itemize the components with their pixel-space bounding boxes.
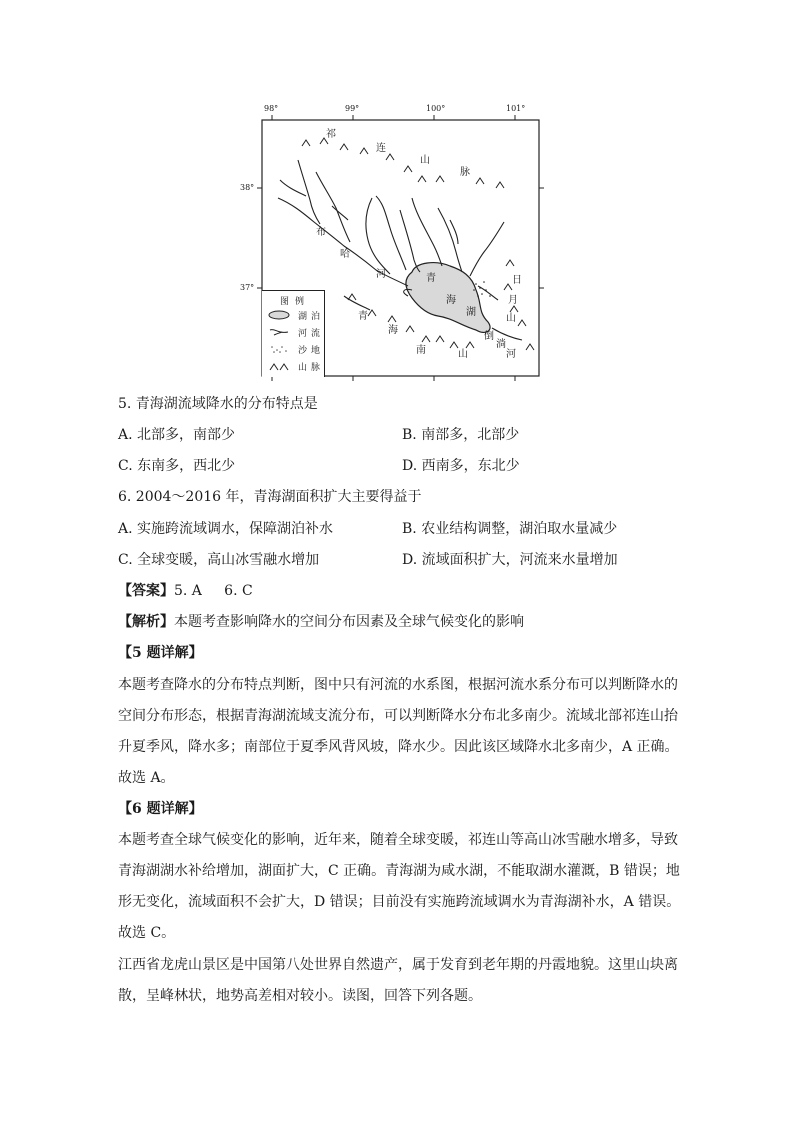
q5-option-b: B. 南部多，北部少 [402,427,520,443]
detail-6-line-1: 本题考查全球气候变化的影响，近年来，随着全球变暖，祁连山等高山冰雪融水增多，导致 [118,832,678,848]
lon-tick-99: 99° [345,104,360,113]
label-qilian-1: 祁 [326,129,336,140]
detail-6-line-3: 形无变化，流域面积不会扩大，D 错误；目前没有实施跨流域调水为青海湖补水，A 错误。 [118,894,681,910]
answer-text: 5. A 6. C [174,583,253,599]
label-daotang-3: 河 [506,349,516,360]
q6-option-d: D. 流域面积扩大，河流来水量增加 [402,552,618,568]
sand-icon [268,344,290,354]
label-lake-3: 湖 [466,307,476,318]
question-5-stem: 5. 青海湖流域降水的分布特点是 [118,396,318,412]
lon-tick-98: 98° [264,104,279,113]
label-qilian-3: 山 [420,155,430,166]
analysis-line [118,613,678,631]
detail-6-heading: 【6 题详解】 [118,801,203,817]
legend-label-mountain: 山脉 [298,363,325,373]
legend-row-mountain [262,359,324,373]
legend-title: 图例 [280,297,311,307]
q6-option-a: A. 实施跨流域调水，保障湖泊补水 [118,521,334,537]
detail-5-heading: 【5 题详解】 [118,645,203,661]
label-nanshan-2: 海 [388,325,398,336]
next-material-line-2: 散，呈峰林状，地势高差相对较小。读图，回答下列各题。 [118,988,482,1004]
qinghai-lake-map [240,100,550,385]
next-material-line-1: 江西省龙虎山景区是中国第八处世界自然遗产，属于发育到老年期的丹霞地貌。这里山块离 [118,957,678,973]
q6-option-c: C. 全球变暖，高山冰雪融水增加 [118,552,320,568]
legend-label-river: 河流 [298,329,325,339]
label-nanshan-3: 南 [416,345,426,356]
mountain-symbols [302,138,534,350]
analysis-tag: 【解析】 [118,614,174,630]
label-qilian-4: 脉 [460,167,470,178]
legend-label-lake: 湖泊 [298,312,325,322]
label-daotang-1: 倒 [484,331,494,342]
legend-row-lake [262,308,324,322]
river-icon [268,327,290,337]
q6-option-b: B. 农业结构调整，湖泊取水量减少 [402,521,618,537]
lat-tick-37: 37° [240,283,255,292]
analysis-text: 本题考查影响降水的空间分布因素及全球气候变化的影响 [174,614,524,630]
label-nanshan-4: 山 [458,349,468,360]
legend-label-sand: 沙地 [298,346,325,356]
answer-tag: 【答案】 [118,583,174,599]
detail-5-line-2: 空间分布形态，根据青海湖流域支流分布，可以判断降水分布北多南少。流域北部祁连山抬 [118,708,678,724]
label-buha-1: 布 [316,227,326,238]
q5-option-c: C. 东南多，西北少 [118,458,236,474]
label-qilian-2: 连 [376,143,386,154]
label-riyue-3: 山 [506,313,516,324]
lat-tick-38: 38° [240,183,255,192]
mountain-icon [268,361,290,371]
label-riyue-1: 日 [512,275,522,286]
q5-option-a: A. 北部多，南部少 [118,427,236,443]
label-buha-3: 河 [376,269,386,280]
answer-line [118,582,678,600]
legend-row-sand [262,342,324,356]
question-6-stem: 6. 2004～2016 年，青海湖面积扩大主要得益于 [118,489,422,505]
detail-5-line-1: 本题考查降水的分布特点判断，图中只有河流的水系图，根据河流水系分布可以判断降水的 [118,677,678,693]
map-legend [262,290,325,377]
detail-6-line-4: 故选 C。 [118,925,176,941]
label-buha-2: 哈 [340,249,350,260]
lake-icon [268,310,290,320]
lon-tick-100: 100° [426,104,446,113]
label-lake-2: 海 [446,295,456,306]
legend-row-river [262,325,324,339]
label-lake-1: 青 [426,273,436,284]
q5-option-d: D. 西南多，东北少 [402,458,520,474]
detail-5-line-3: 升夏季风，降水多；南部位于夏季风背风坡，降水少。因此该区域降水北多南少，A 正确。 [118,739,679,755]
lon-tick-101: 101° [506,104,526,113]
label-daotang-2: 淌 [496,339,506,350]
detail-5-line-4: 故选 A。 [118,770,175,786]
label-nanshan-1: 青 [358,311,368,322]
detail-6-line-2: 青海湖湖水补给增加，湖面扩大，C 正确。青海湖为咸水湖，不能取湖水灌溉，B 错误；地 [118,863,680,879]
label-riyue-2: 月 [508,295,518,306]
